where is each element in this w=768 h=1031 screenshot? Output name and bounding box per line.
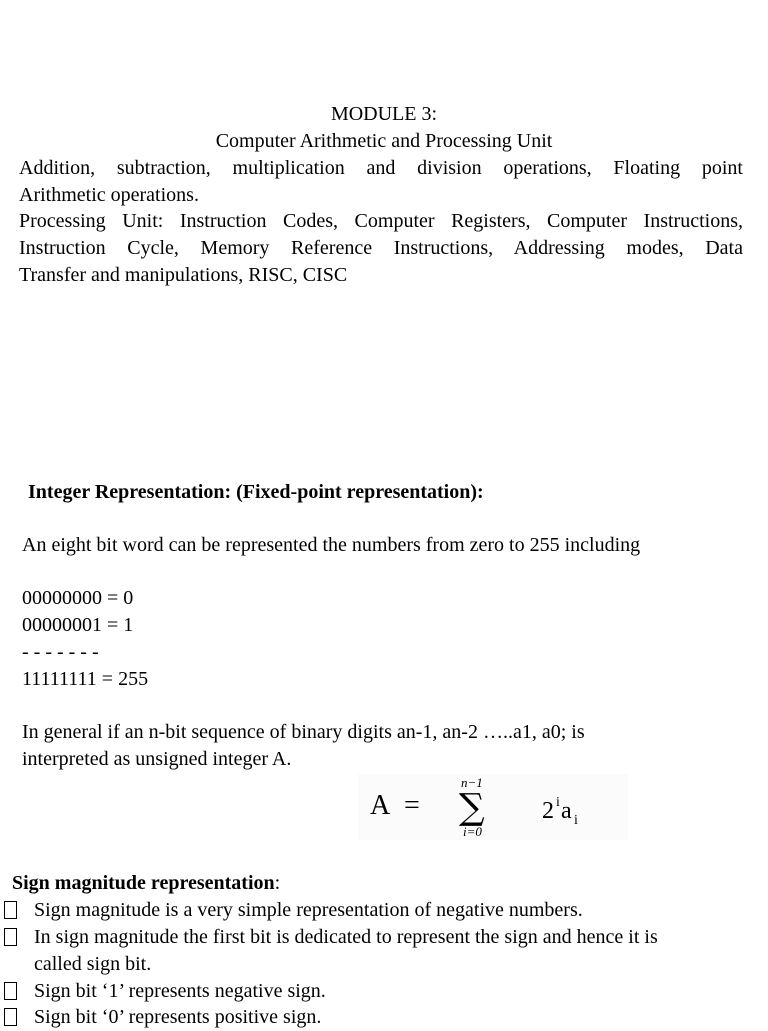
syllabus-line: Instruction Cycle, Memory Reference Instructions, Addressing modes, Data [19,237,743,259]
unsigned-integer-formula [358,774,628,840]
syllabus-line: Addition, subtraction, multiplication and division operations, Floating point [19,157,743,179]
formula-exponent: i [556,795,560,810]
formula-base: 2 [542,798,554,824]
binary-example: 00000001 = 1 [22,614,134,636]
module-title: MODULE 3: [330,103,438,125]
formula-sigma: ∑ [459,787,485,828]
bullet-text: In sign magnitude the first bit is dedicated to represent the sign and hence it is [34,926,658,948]
formula-lower-limit: i=0 [463,824,482,839]
section-heading-sign [12,870,280,897]
formula-subscript: i [574,813,578,828]
binary-example: 00000000 = 0 [22,587,134,609]
integer-intro: An eight bit word can be represented the numbers from zero to 255 including [22,534,641,556]
binary-example: 11111111 = 255 [22,668,149,690]
formula-upper-limit: n−1 [461,775,483,790]
bullet-text: Sign bit ‘1’ represents negative sign. [34,980,326,1002]
syllabus-line: Arithmetic operations. [19,184,199,206]
bullet-box-icon [4,928,17,946]
bullet-text-continuation: called sign bit. [34,953,152,975]
sign-heading-text: Sign magnitude representation [12,872,275,894]
formula-lhs: A [370,790,391,821]
bullet-text: Sign bit ‘0’ represents positive sign. [34,1006,322,1028]
general-text-line: In general if an n-bit sequence of binary digits an-1, an-2 …..a1, a0; is [22,721,585,743]
bullet-box-icon [4,982,17,1000]
general-text-line: interpreted as unsigned integer A. [22,748,292,770]
bullet-box-icon [4,901,17,919]
syllabus-line: Transfer and manipulations, RISC, CISC [19,264,348,286]
bullet-text: Sign magnitude is a very simple representation of negative numbers. [34,899,583,921]
section-heading-integer: Integer Representation: (Fixed-point representation): [28,481,484,503]
formula-term: a [561,798,572,824]
binary-ellipsis: - - - - - - - [22,641,99,663]
formula-equals: = [404,790,420,821]
bullet-box-icon [4,1008,17,1026]
module-subtitle: Computer Arithmetic and Processing Unit [215,130,553,152]
sign-heading-colon: : [274,872,281,894]
syllabus-line: Processing Unit: Instruction Codes, Computer Registers, Computer Instructions, [19,210,743,232]
